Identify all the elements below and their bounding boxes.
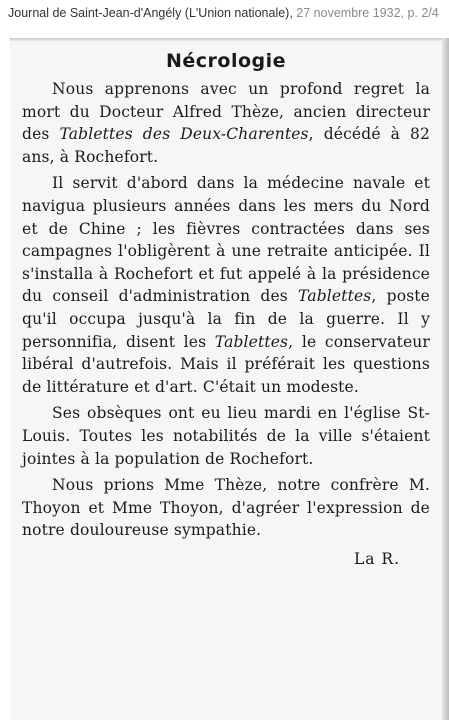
source-caption	[0, 0, 449, 26]
paragraph-career	[22, 172, 430, 398]
paragraph-funeral: Ses obsèques ont eu lieu mardi en l'église St-Louis. Toutes les notabilités de la ville s'étaient jointes à la population de Rochefort.	[22, 404, 430, 468]
paragraph-2-italic-1: Tablettes	[298, 287, 372, 306]
paragraph-2-text-a: Il servit d'abord dans la médecine navale et navigua plusieurs années dans les mers du Nord et de Chine ; les fièvres contractées dans ses campagnes l'obligèrent à une retraite anticipée. Il s'installa à Rochefort et fut appelé à la présidence du conseil d'administration des	[22, 174, 430, 306]
paragraph-1-italic-title: Tablettes des Deux-Charentes	[59, 125, 309, 144]
paragraph-2-text-e: , le conservateur libéral d'autrefois. Mais il préférait les questions de littérature et d'art. C'était un modeste.	[22, 332, 430, 396]
publication-name: Journal de Saint-Jean-d'Angély (L'Union nationale),	[8, 6, 293, 20]
publication-date-page: 27 novembre 1932, p. 2/4	[296, 6, 439, 20]
article-signature: La R.	[353, 549, 400, 568]
paragraph-condolences: Nous prions Mme Thèze, notre confrère M. Thoyon et Mme Thoyon, d'agréer l'expression de notre douloureuse sympathie.	[22, 476, 430, 540]
paragraph-announcement	[22, 78, 430, 168]
paragraph-2-text-c: , poste qu'il occupa jusqu'à la fin de la guerre. Il y personnifia, disent les	[22, 287, 431, 351]
paragraph-2-italic-2: Tablettes	[214, 332, 289, 351]
article-heading: Nécrologie	[165, 50, 287, 72]
paragraph-1-text-c: , décédé à 82 ans, à Rochefort.	[22, 125, 430, 166]
paragraph-1-text-a: Nous apprenons avec un profond regret la mort du Docteur Alfred Thèze, ancien directeur des	[22, 80, 430, 144]
scan-edge	[442, 38, 449, 720]
newspaper-clipping	[10, 38, 442, 720]
